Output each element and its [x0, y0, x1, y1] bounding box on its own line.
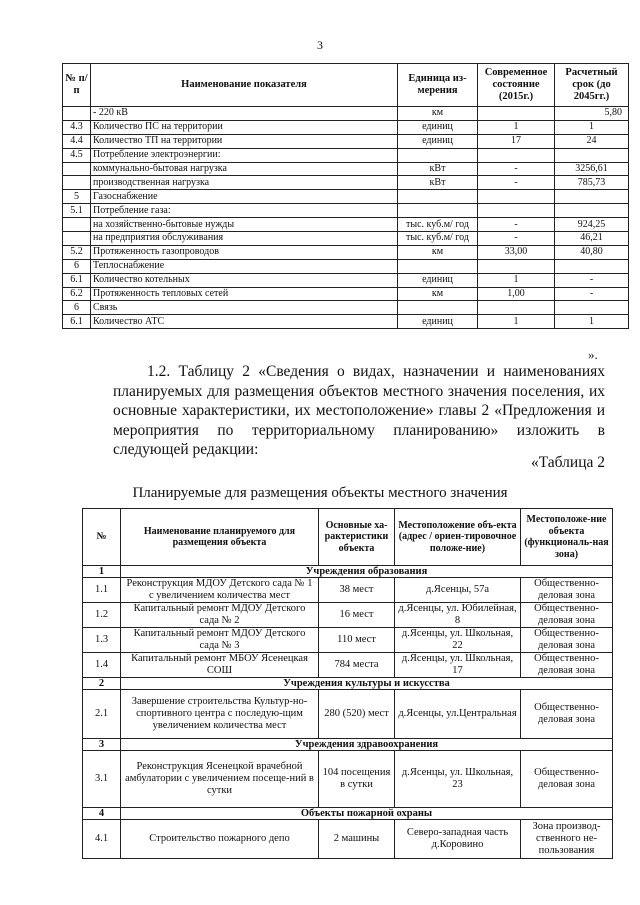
indicator-name: Количество АТС [91, 315, 398, 329]
indicator-name: производственная нагрузка [91, 176, 398, 190]
forecast-value: 785,73 [555, 176, 629, 190]
object-row [83, 653, 613, 678]
table-reference: «Таблица 2 [530, 454, 605, 471]
object-characteristics: 280 (520) мест [319, 690, 395, 739]
object-location: д.Ясенцы, ул.Центральная [395, 690, 521, 739]
indicators-row [63, 301, 629, 315]
indicators-row [63, 259, 629, 273]
forecast-value [555, 190, 629, 204]
object-number: 1.1 [83, 578, 121, 603]
object-zone: Общественно-деловая зона [521, 578, 613, 603]
object-row [83, 751, 613, 808]
row-number: 4.3 [63, 120, 91, 134]
col-unit-header: Единица из-мерения [398, 64, 478, 107]
t2-col-location-header: Местоположение объ-екта (адрес / ориен-тировочное положе-ние) [395, 509, 521, 566]
indicators-row [63, 134, 629, 148]
object-name: Реконструкция МДОУ Детского сада № 1 с увеличением количества мест [121, 578, 319, 603]
forecast-value: 40,80 [555, 245, 629, 259]
object-zone: Общественно-деловая зона [521, 751, 613, 808]
current-value [478, 107, 555, 121]
object-characteristics: 104 посещения в сутки [319, 751, 395, 808]
forecast-value [555, 204, 629, 218]
object-name: Реконструкция Ясенецкой врачебной амбулатории с увеличением посеще-ний в сутки [121, 751, 319, 808]
current-value: 1 [478, 273, 555, 287]
closing-quote: ». [588, 347, 598, 362]
indicators-row [63, 190, 629, 204]
section-row [83, 808, 613, 820]
object-zone: Зона производ-ственного не-пользования [521, 820, 613, 859]
object-row [83, 690, 613, 739]
amendment-paragraph [113, 362, 605, 460]
section-row [83, 739, 613, 751]
indicator-name: Газоснабжение [91, 190, 398, 204]
unit [398, 301, 478, 315]
unit [398, 148, 478, 162]
section-title: Объекты пожарной охраны [121, 808, 613, 820]
object-name: Капитальный ремонт МДОУ Детского сада № 2 [121, 603, 319, 628]
object-characteristics: 38 мест [319, 578, 395, 603]
row-number: 5 [63, 190, 91, 204]
t2-col-char-header: Основные ха-рактеристики объекта [319, 509, 395, 566]
col-forecast-header: Расчетный срок (до 2045гг.) [555, 64, 629, 107]
object-zone: Общественно-деловая зона [521, 653, 613, 678]
forecast-value: - [555, 287, 629, 301]
object-zone: Общественно-деловая зона [521, 628, 613, 653]
section-number: 4 [83, 808, 121, 820]
indicator-name: Протяженность тепловых сетей [91, 287, 398, 301]
current-value: - [478, 232, 555, 246]
row-number: 6 [63, 301, 91, 315]
object-row [83, 603, 613, 628]
object-characteristics: 2 машины [319, 820, 395, 859]
indicators-row [63, 204, 629, 218]
forecast-value [555, 148, 629, 162]
object-name: Капитальный ремонт МБОУ Ясенецкая СОШ [121, 653, 319, 678]
planned-objects-table [82, 508, 613, 859]
object-location: Северо-западная часть д.Коровино [395, 820, 521, 859]
t2-col-zone-header: Местоположе-ние объекта (функциональ-ная зона) [521, 509, 613, 566]
row-number: 6.1 [63, 315, 91, 329]
object-location: д.Ясенцы, ул. Школьная, 17 [395, 653, 521, 678]
object-name: Строительство пожарного депо [121, 820, 319, 859]
section-number: 2 [83, 678, 121, 690]
object-number: 1.4 [83, 653, 121, 678]
row-number: 6.2 [63, 287, 91, 301]
current-value: 1,00 [478, 287, 555, 301]
object-characteristics: 784 места [319, 653, 395, 678]
indicators-row [63, 232, 629, 246]
section-title: Учреждения культуры и искусства [121, 678, 613, 690]
forecast-value [555, 259, 629, 273]
row-number: 5.1 [63, 204, 91, 218]
current-value [478, 204, 555, 218]
current-value: 1 [478, 120, 555, 134]
indicator-name: Количество котельных [91, 273, 398, 287]
unit: кВт [398, 176, 478, 190]
unit: км [398, 287, 478, 301]
indicator-name: коммунально-бытовая нагрузка [91, 162, 398, 176]
current-value [478, 190, 555, 204]
forecast-value [555, 301, 629, 315]
row-number [63, 107, 91, 121]
section-number: 1 [83, 566, 121, 578]
unit [398, 204, 478, 218]
indicator-name: Теплоснабжение [91, 259, 398, 273]
unit: тыс. куб.м/ год [398, 232, 478, 246]
row-number: 4.4 [63, 134, 91, 148]
indicators-row [63, 245, 629, 259]
indicators-row [63, 120, 629, 134]
section-title: Учреждения образования [121, 566, 613, 578]
unit [398, 259, 478, 273]
section-row [83, 566, 613, 578]
current-value [478, 148, 555, 162]
object-row [83, 820, 613, 859]
row-number [63, 162, 91, 176]
indicator-name: Количество ПС на территории [91, 120, 398, 134]
row-number: 4.5 [63, 148, 91, 162]
indicator-name: Потребление электроэнергии: [91, 148, 398, 162]
object-number: 1.3 [83, 628, 121, 653]
forecast-value: 924,25 [555, 218, 629, 232]
current-value: - [478, 176, 555, 190]
indicators-row [63, 218, 629, 232]
indicator-name: Связь [91, 301, 398, 315]
object-location: д.Ясенцы, ул. Школьная, 23 [395, 751, 521, 808]
forecast-value: 3256,61 [555, 162, 629, 176]
object-row [83, 628, 613, 653]
row-number: 6.1 [63, 273, 91, 287]
indicators-row [63, 273, 629, 287]
current-value: - [478, 162, 555, 176]
unit: км [398, 245, 478, 259]
object-name: Капитальный ремонт МДОУ Детского сада № 3 [121, 628, 319, 653]
object-number: 1.2 [83, 603, 121, 628]
indicator-name: Потребление газа: [91, 204, 398, 218]
t2-col-num-header: № [83, 509, 121, 566]
row-number [63, 232, 91, 246]
unit: кВт [398, 162, 478, 176]
unit: тыс. куб.м/ год [398, 218, 478, 232]
planned-header-row [83, 509, 613, 566]
current-value [478, 301, 555, 315]
indicators-row [63, 148, 629, 162]
indicators-row [63, 287, 629, 301]
row-number: 5.2 [63, 245, 91, 259]
col-name-header: Наименование показателя [91, 64, 398, 107]
object-row [83, 578, 613, 603]
forecast-value: 46,21 [555, 232, 629, 246]
object-location: д.Ясенцы, ул. Юбилейная, 8 [395, 603, 521, 628]
forecast-value: 5,80 [555, 107, 629, 121]
current-value: 33,00 [478, 245, 555, 259]
section-number: 3 [83, 739, 121, 751]
current-value: 1 [478, 315, 555, 329]
indicator-name: на предприятия обслуживания [91, 232, 398, 246]
section-title: Учреждения здравоохранения [121, 739, 613, 751]
forecast-value: 1 [555, 315, 629, 329]
section-row [83, 678, 613, 690]
amendment-text: 1.2. Таблицу 2 «Сведения о видах, назначении и наименованиях планируемых для размещения объектов местного значения поселения, их основные характеристики, их местоположение» главы 2 «Предложения и мероприятия по территориальному планированию» изложить в следующей редакции: [113, 363, 605, 458]
unit: единиц [398, 120, 478, 134]
indicators-row [63, 162, 629, 176]
indicators-row [63, 315, 629, 329]
object-zone: Общественно-деловая зона [521, 690, 613, 739]
current-value: 17 [478, 134, 555, 148]
object-number: 3.1 [83, 751, 121, 808]
forecast-value: - [555, 273, 629, 287]
unit: единиц [398, 273, 478, 287]
current-value [478, 259, 555, 273]
object-characteristics: 16 мест [319, 603, 395, 628]
indicator-name: Количество ТП на территории [91, 134, 398, 148]
indicator-name: на хозяйственно-бытовые нужды [91, 218, 398, 232]
col-num-header: № п/п [63, 64, 91, 107]
object-zone: Общественно-деловая зона [521, 603, 613, 628]
indicators-row [63, 107, 629, 121]
indicator-name: Протяженность газопроводов [91, 245, 398, 259]
object-location: д.Ясенцы, ул. Школьная, 22 [395, 628, 521, 653]
unit: км [398, 107, 478, 121]
indicators-table [62, 63, 629, 329]
object-number: 2.1 [83, 690, 121, 739]
forecast-value: 24 [555, 134, 629, 148]
indicator-name: - 220 кВ [91, 107, 398, 121]
object-number: 4.1 [83, 820, 121, 859]
unit: единиц [398, 134, 478, 148]
col-current-header: Современное состояние (2015г.) [478, 64, 555, 107]
indicators-header-row [63, 64, 629, 107]
page-number: 3 [317, 38, 323, 52]
row-number: 6 [63, 259, 91, 273]
unit [398, 190, 478, 204]
row-number [63, 218, 91, 232]
current-value: - [478, 218, 555, 232]
object-name: Завершение строительства Культур-но-спортивного центра с последую-щим увеличением количества мест [121, 690, 319, 739]
forecast-value: 1 [555, 120, 629, 134]
row-number [63, 176, 91, 190]
unit: единиц [398, 315, 478, 329]
object-location: д.Ясенцы, 57а [395, 578, 521, 603]
table2-title: Планируемые для размещения объекты местного значения [132, 485, 508, 501]
object-characteristics: 110 мест [319, 628, 395, 653]
indicators-row [63, 176, 629, 190]
t2-col-name-header: Наименование планируемого для размещения объекта [121, 509, 319, 566]
